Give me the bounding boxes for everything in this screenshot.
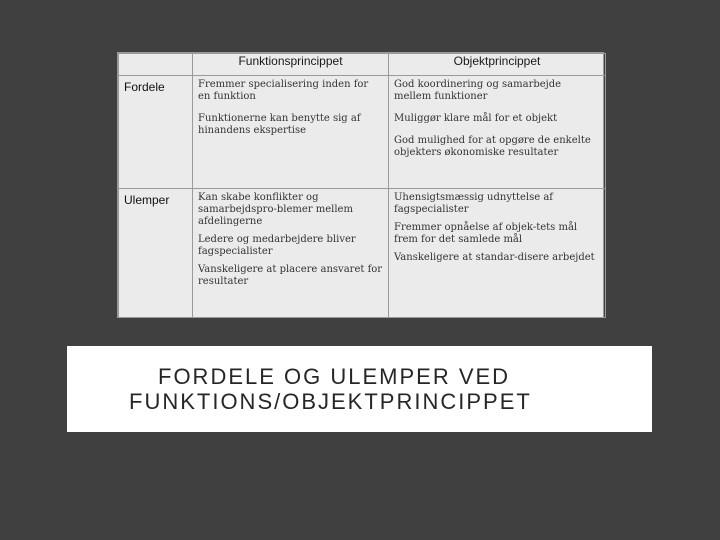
header-funktionsprincippet: Funktionsprincippet: [193, 54, 389, 76]
row-label-fordele: Fordele: [119, 76, 193, 189]
cell-item: Ledere og medarbejdere bliver fagspecialister: [198, 234, 356, 257]
header-empty: [119, 54, 193, 76]
cell-item: Fremmer specialisering inden for en funktion: [198, 79, 369, 102]
cell-item: Fremmer opnåelse af objek-tets mål frem for det samlede mål: [394, 222, 578, 245]
header-objektprincippet: Objektprincippet: [389, 54, 606, 76]
table-row-fordele: [119, 76, 606, 189]
cell-item: Muliggør klare mål for et objekt: [394, 113, 558, 124]
cell-fordele-funktion: [193, 76, 389, 189]
cell-item: God koordinering og samarbejde mellem funktioner: [394, 79, 562, 102]
row-label-ulemper: Ulemper: [119, 189, 193, 318]
slide-title-box: [67, 346, 652, 432]
cell-item: Vanskeligere at standar-disere arbejdet: [394, 252, 595, 263]
cell-ulemper-funktion: [193, 189, 389, 318]
comparison-table: [118, 53, 606, 318]
cell-item: Funktionerne kan benytte sig af hinandens ekspertise: [198, 113, 361, 136]
slide-title-line-1: FORDELE OG ULEMPER VED: [158, 364, 511, 389]
cell-item: Uhensigtsmæssig udnyttelse af fagspecialister: [394, 192, 554, 215]
cell-item: God mulighed for at opgøre de enkelte objekters økonomiske resultater: [394, 135, 591, 158]
cell-item: Kan skabe konflikter og samarbejdspro-blemer mellem afdelingerne: [198, 192, 353, 227]
comparison-table-image: [117, 52, 604, 318]
cell-fordele-objekt: [389, 76, 606, 189]
table-header-row: [119, 54, 606, 76]
table-row-ulemper: [119, 189, 606, 318]
cell-item: Vanskeligere at placere ansvaret for resultater: [198, 264, 383, 287]
cell-ulemper-objekt: [389, 189, 606, 318]
slide-title-line-2: FUNKTIONS/OBJEKTPRINCIPPET: [129, 389, 532, 414]
